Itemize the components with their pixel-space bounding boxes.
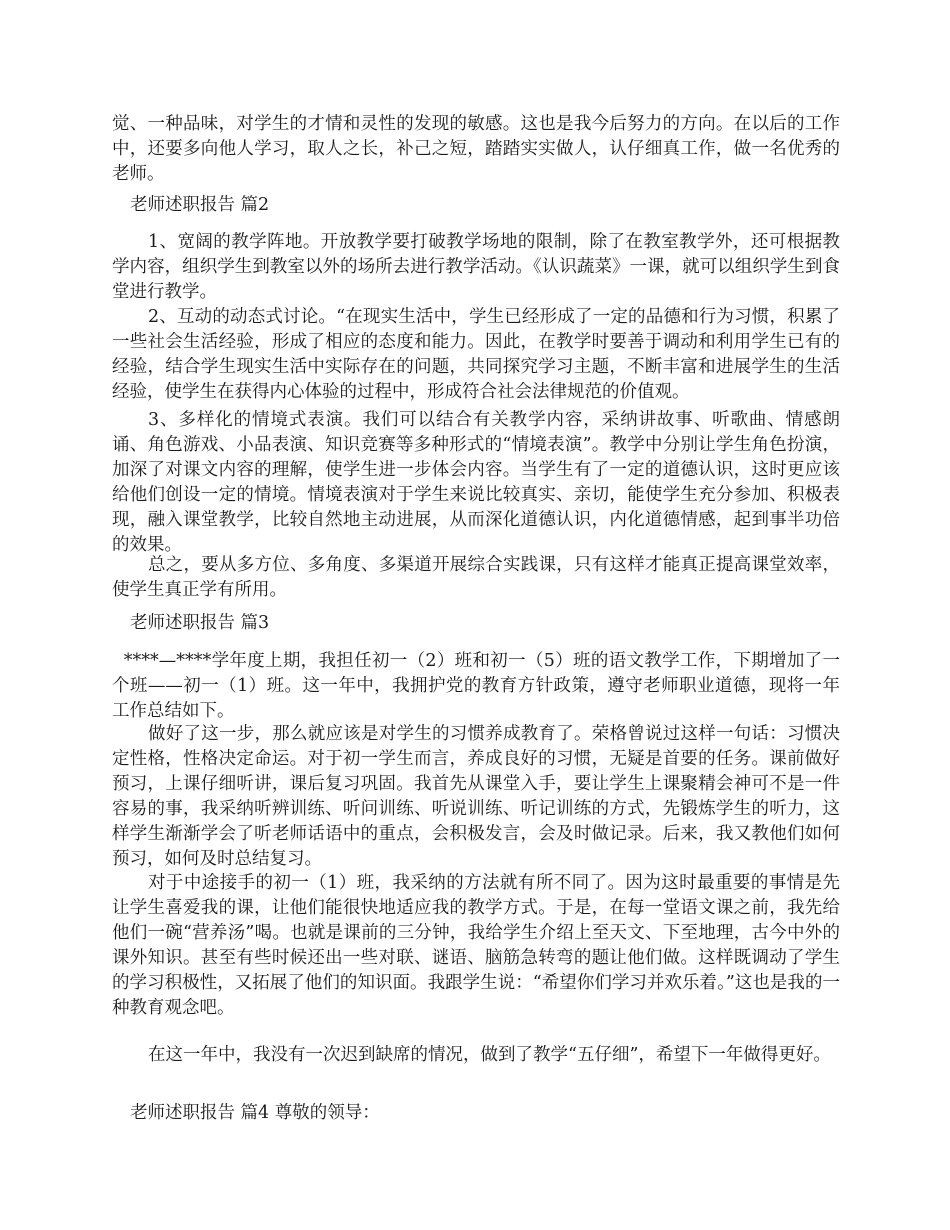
paragraph-interactive-discussion: 2、互动的动态式讨论。“在现实生活中，学生已经形成了一定的品德和行为习惯，积累了一些社会生活经验，形成了相应的态度和能力。因此，在教学时要善于调动和利用学生已有的经验，结合学生现实生活中实际存在的问题，共同探究学习主题，不断丰富和进展学生的生活经验，使学生在获得内心体验的过程中，形成符合社会法律规范的价值观。 [112, 307, 840, 402]
paragraph-summary: 总之，要从多方位、多角度、多渠道开展综合实践课，只有这样才能真正提高课堂效率，使学生真正学有所用。 [112, 555, 840, 600]
paragraph-class-one: 对于中途接手的初一（1）班，我采纳的方法就有所不同了。因为这时最重要的事情是先让学生喜爱我的课，让他们能很快地适应我的教学方式。于是，在每一堂语文课之前，我先给他们一碗“营养汤”喝。也就是课前的三分钟，我给学生介绍上至天文、下至地理，古今中外的课外知识。甚至有些时候还出一些对联、谜语、脑筋急转弯的题让他们做。这样既调动了学生的学习积极性，又拓展了他们的知识面。我跟学生说：“希望你们学习并欢乐着。”这也是我的一种教育观念吧。 [112, 873, 840, 1018]
paragraph-situational-performance: 3、多样化的情境式表演。我们可以结合有关教学内容，采纳讲故事、听歌曲、情感朗诵、角色游戏、小品表演、知识竞赛等多种形式的“情境表演”。教学中分别让学生角色扮演，加深了对课文内容的理解，使学生进一步体会内容。当学生有了一定的道德认识，这时更应该给他们创设一定的情境。情境表演对于学生来说比较真实、亲切，能使学生充分参加、积极表现，融入课堂教学，比较自然地主动进展，从而深化道德认识，内化道德情感，起到事半功倍的效果。 [112, 410, 840, 555]
section-heading-4: 老师述职报告 篇4 尊敬的领导： [130, 1103, 380, 1123]
section-heading-3: 老师述职报告 篇3 [130, 613, 270, 633]
paragraph-habit-education: 做好了这一步，那么就应该是对学生的习惯养成教育了。荣格曾说过这样一句话：习惯决定性格，性格决定命运。对于初一学生而言，养成良好的习惯，无疑是首要的任务。课前做好预习，上课仔细听讲，课后复习巩固。我首先从课堂入手，要让学生上课聚精会神可不是一件容易的事，我采纳听辨训练、听问训练、听说训练、听记训练的方式，先锻炼学生的听力，这样学生渐渐学会了听老师话语中的重点，会积极发言，会及时做记录。后来，我又教他们如何预习，如何及时总结复习。 [112, 724, 840, 869]
paragraph-year-overview: ****—****学年度上期，我担任初一（2）班和初一（5）班的语文教学工作，下期增加了一个班——初一（1）班。这一年中，我拥护党的教育方针政策，遵守老师职业道德，现将一年工作总结如下。 [112, 651, 840, 721]
section-heading-2: 老师述职报告 篇2 [130, 195, 270, 215]
paragraph-teaching-venue: 1、宽阔的教学阵地。开放教学要打破教学场地的限制，除了在教室教学外，还可根据教学内容，组织学生到教室以外的场所去进行教学活动。《认识蔬菜》一课，就可以组织学生到食堂进行教学。 [112, 232, 840, 302]
paragraph-attendance: 在这一年中，我没有一次迟到缺席的情况，做到了教学“五仔细”，希望下一年做得更好。 [148, 1045, 831, 1065]
paragraph-intro: 觉、一种品味，对学生的才情和灵性的发现的敏感。这也是我今后努力的方向。在以后的工作中，还要多向他人学习，取人之长，补己之短，踏踏实实做人，认仔细真工作，做一名优秀的老师。 [112, 114, 840, 184]
